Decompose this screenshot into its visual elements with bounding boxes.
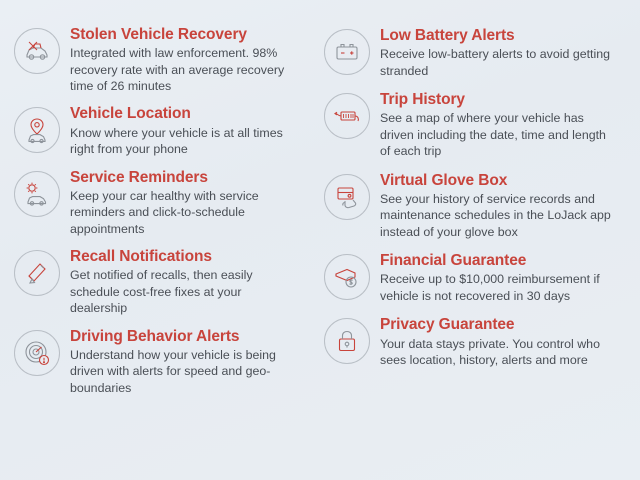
feature-title: Trip History [380,91,465,109]
feature-description: See your history of service records and maintenance schedules in the LoJack app instead of your glove box [380,191,611,239]
vehicle-location-pin-icon [14,107,60,153]
feature-text [380,91,612,159]
feature-text [70,169,298,237]
feature-title: Low Battery Alerts [380,27,515,44]
financial-guarantee-money-icon [324,254,370,300]
feature-service-reminders [14,169,316,237]
feature-title: Financial Guarantee [380,252,527,270]
feature-financial-guarantee [324,252,626,304]
feature-low-battery-alerts [324,27,626,79]
feature-text [380,172,612,240]
feature-title: Privacy Guarantee [380,316,515,334]
virtual-glove-box-icon [324,174,370,220]
feature-recall-notifications [14,248,316,316]
trip-history-route-icon [324,93,370,139]
feature-stolen-vehicle-recovery [14,26,316,94]
feature-title: Service Reminders [70,168,208,186]
feature-description: Know where your vehicle is at all times right from your phone [70,125,283,157]
feature-description: Understand how your vehicle is being driven with alerts for speed and geo-boundaries [70,347,276,395]
stolen-vehicle-recovery-icon [14,28,60,74]
features-columns [14,26,626,460]
feature-title: Vehicle Location [70,105,191,123]
feature-privacy-guarantee [324,316,626,368]
privacy-guarantee-lock-icon [324,318,370,364]
feature-title: Recall Notifications [70,248,212,266]
feature-text [380,316,612,368]
feature-text [380,252,612,304]
low-battery-alerts-battery-icon [324,29,370,75]
features-column-right [324,26,626,460]
feature-trip-history [324,91,626,159]
feature-text [70,248,298,316]
feature-description: Receive low-battery alerts to avoid getting stranded [380,47,611,78]
feature-description: Your data stays private. You control who sees location, history, alerts and more [380,336,600,367]
driving-behavior-alerts-speedometer-icon [14,330,60,376]
feature-description: Integrated with law enforcement. 98% recovery rate with an average recovery time of 26 minutes [70,46,285,94]
feature-title: Driving Behavior Alerts [70,327,240,345]
feature-description: Keep your car healthy with service reminders and click-to-schedule appointments [70,188,259,236]
feature-title: Stolen Vehicle Recovery [70,26,247,43]
feature-text [380,27,612,79]
feature-vehicle-location [14,105,316,157]
feature-virtual-glove-box [324,172,626,240]
feature-text [70,26,298,94]
feature-description: Receive up to $10,000 reimbursement if vehicle is not recovered in 30 days [380,272,600,303]
feature-text [70,328,298,396]
feature-description: See a map of where your vehicle has driven including the date, time and length of each trip [380,111,606,159]
features-column-left [14,26,316,460]
feature-driving-behavior-alerts [14,328,316,396]
feature-text [70,105,298,157]
service-reminders-gear-car-icon [14,171,60,217]
recall-notifications-megaphone-icon [14,250,60,296]
feature-title: Virtual Glove Box [380,171,508,189]
feature-description: Get notified of recalls, then easily schedule cost-free fixes at your dealership [70,268,253,316]
